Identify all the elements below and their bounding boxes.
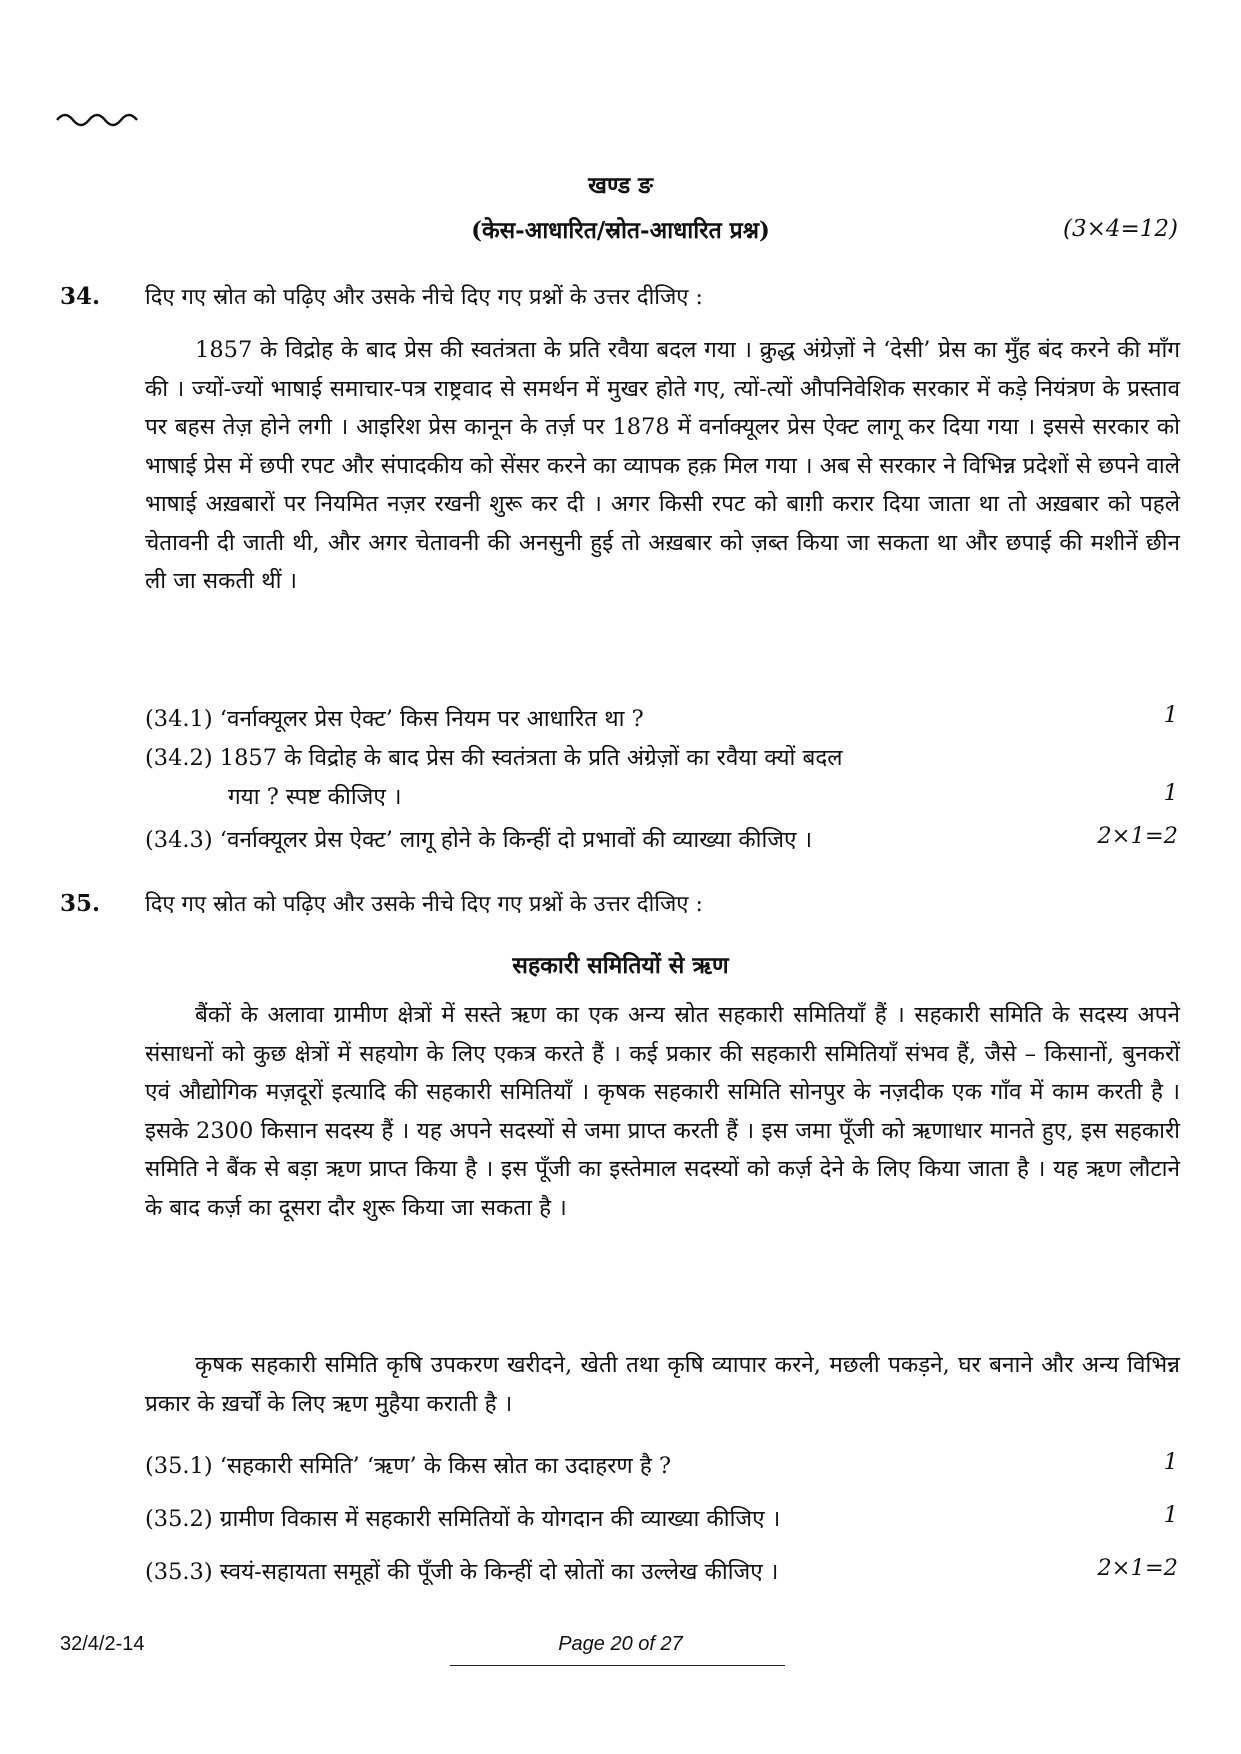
- question-35-instruction: दिए गए स्रोत को पढ़िए और उसके नीचे दिए गए प्रश्नों के उत्तर दीजिए :: [145, 892, 703, 917]
- subquestion-34-1: (34.1) ‘वर्नाक्यूलर प्रेस ऐक्ट’ किस नियम पर आधारित था ?: [145, 706, 644, 732]
- section-subtitle: (केस-आधारित/स्रोत-आधारित प्रश्न): [471, 217, 770, 244]
- question-34-passage: 1857 के विद्रोह के बाद प्रेस की स्वतंत्रता के प्रति रवैया बदल गया । क्रुद्ध अंग्रेज़ों ने ‘देसी’ प्रेस का मुँह बंद करने की माँग की । ज्यों-ज्यों भाषाई समाचार-पत्र राष्ट्रवाद से समर्थन में मुखर होते गए, त्यों-त्यों औपनिवेशिक सरकार में कड़े नियंत्रण के प्रस्ताव पर बहस तेज़ होने लगी । आइरिश प्रेस कानून के तर्ज़ पर 1878 में वर्नाक्यूलर प्रेस ऐक्ट लागू कर दिया गया । इससे सरकार को भाषाई प्रेस में छपी रपट और संपादकीय को सेंसर करने का व्यापक हक़ मिल गया । अब से सरकार ने विभिन्न प्रदेशों से छपने वाले भाषाई अख़बारों पर नियमित नज़र रखनी शुरू कर दी । अगर किसी रपट को बाग़ी करार दिया जाता था तो अख़बार को पहले चेतावनी दी जाती थी, और अगर चेतावनी की अनसुनी हुई तो अख़बार को ज़ब्त किया जा सकता था और छपाई की मशीनें छीन ली जा सकती थीं ।: [145, 337, 1180, 594]
- source-heading: सहकारी समितियों से ऋण: [512, 952, 729, 979]
- question-35-passage-2: कृषक सहकारी समिति कृषि उपकरण खरीदने, खेती तथा कृषि व्यापार करने, मछली पकड़ने, घर बनाने और अन्य विभिन्न प्रकार के ख़र्चों के लिए ऋण मुहैया कराती है ।: [145, 1352, 1180, 1417]
- paper-code: 32/4/2-14: [60, 1633, 145, 1655]
- subquestion-34-2: (34.2) 1857 के विद्रोह के बाद प्रेस की स्वतंत्रता के प्रति अंग्रेज़ों का रवैया क्यों बदल: [145, 745, 843, 771]
- subquestion-34-1-marks: 1: [1163, 702, 1178, 728]
- footer-rule: [450, 1665, 785, 1666]
- subquestion-35-1-marks: 1: [1163, 1449, 1178, 1475]
- subquestion-34-3-marks: 2×1=2: [1097, 823, 1178, 849]
- subquestion-34-3: (34.3) ‘वर्नाक्यूलर प्रेस ऐक्ट’ लागू होने के किन्हीं दो प्रभावों की व्याख्या कीजिए ।: [145, 827, 813, 853]
- question-35-passage-1: बैंकों के अलावा ग्रामीण क्षेत्रों में सस्ते ऋण का एक अन्य स्रोत सहकारी समितियाँ हैं । सहकारी समिति के सदस्य अपने संसाधनों को कुछ क्षेत्रों में सहयोग के लिए एकत्र करते हैं । कई प्रकार की सहकारी समितियाँ संभव हैं, जैसे – किसानों, बुनकरों एवं औद्योगिक मज़दूरों इत्यादि की सहकारी समितियाँ । कृषक सहकारी समिति सोनपुर के नज़दीक एक गाँव में काम करती है । इसके 2300 किसान सदस्य हैं । यह अपने सदस्यों से जमा प्राप्त करती हैं । इस जमा पूँजी को ऋणाधार मानते हुए, इस सहकारी समिति ने बैंक से बड़ा ऋण प्राप्त किया है । इस पूँजी का इस्तेमाल सदस्यों को कर्ज़ देने के लिए किया जाता है । यह ऋण लौटाने के बाद कर्ज़ का दूसरा दौर शुरू किया जा सकता है ।: [145, 1002, 1180, 1221]
- subquestion-35-2: (35.2) ग्रामीण विकास में सहकारी समितियों के योगदान की व्याख्या कीजिए ।: [145, 1506, 781, 1532]
- question-number-35: 35.: [60, 890, 101, 917]
- subquestion-34-2-cont: गया ? स्पष्ट कीजिए ।: [228, 784, 402, 810]
- section-title: खण्ड ङ: [588, 172, 653, 199]
- question-34-instruction: दिए गए स्रोत को पढ़िए और उसके नीचे दिए गए प्रश्नों के उत्तर दीजिए :: [145, 285, 703, 310]
- question-number-34: 34.: [60, 283, 101, 310]
- subquestion-35-2-marks: 1: [1163, 1502, 1178, 1528]
- subquestion-35-3-marks: 2×1=2: [1097, 1555, 1178, 1581]
- section-marks: (3×4=12): [1062, 216, 1178, 242]
- page-number: Page 20 of 27: [558, 1633, 683, 1655]
- wave-ornament: [55, 108, 145, 130]
- subquestion-35-1: (35.1) ‘सहकारी समिति’ ‘ऋण’ के किस स्रोत का उदाहरण है ?: [145, 1453, 672, 1479]
- subquestion-34-2-marks: 1: [1163, 780, 1178, 806]
- subquestion-35-3: (35.3) स्वयं-सहायता समूहों की पूँजी के किन्हीं दो स्रोतों का उल्लेख कीजिए ।: [145, 1559, 779, 1585]
